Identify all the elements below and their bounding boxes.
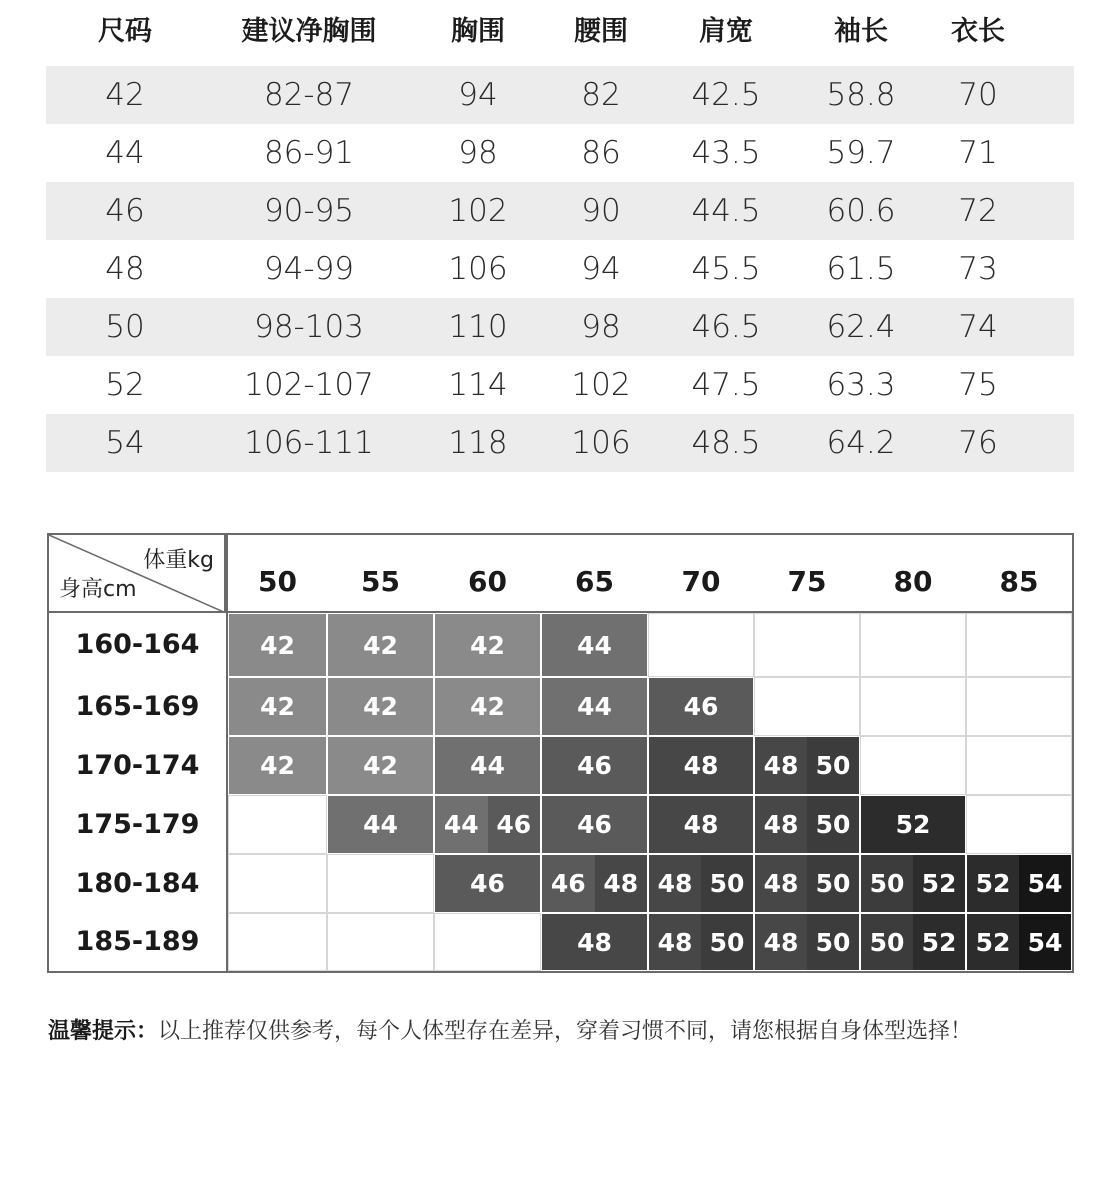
spec-cell-waist: 98: [581, 309, 621, 345]
spec-header-shoulder: 肩宽: [699, 15, 753, 47]
spec-row: [46, 356, 1074, 414]
recommend-cell: [327, 613, 434, 677]
recommend-cell: [966, 854, 1072, 913]
spec-header-net-chest: 建议净胸围: [241, 15, 377, 47]
recommended-size: 50: [807, 796, 859, 853]
recommend-cell: [754, 854, 860, 913]
spec-cell-waist: 94: [581, 251, 621, 287]
recommended-size: 44: [328, 796, 433, 853]
recommend-cell: [754, 913, 860, 971]
recommended-size: 54: [1019, 855, 1071, 912]
recommended-size: 48: [755, 737, 807, 794]
spec-cell-chest: 118: [448, 425, 508, 461]
empty-cell: [966, 613, 1072, 677]
recommend-cell: [327, 677, 434, 736]
spec-cell-size: 42: [105, 77, 145, 113]
recommend-cell: [434, 795, 541, 854]
recommended-size: 50: [807, 737, 859, 794]
spec-cell-size: 54: [105, 425, 145, 461]
spec-cell-net-chest: 94-99: [263, 251, 355, 287]
empty-cell: [327, 854, 434, 913]
spec-cell-length: 73: [958, 251, 998, 287]
recommended-size: 46: [435, 855, 540, 912]
tip-text: 以上推荐仅供参考，每个人体型存在差异，穿着习惯不同，请您根据自身体型选择！: [158, 1019, 973, 1044]
recommended-size: 50: [807, 855, 859, 912]
spec-cell-chest: 102: [448, 193, 508, 229]
spec-cell-sleeve: 63.3: [826, 367, 896, 403]
spec-cell-size: 52: [105, 367, 145, 403]
recommended-size: 44: [542, 678, 647, 735]
recommended-size: 42: [229, 737, 326, 794]
empty-cell: [860, 613, 966, 677]
recommended-size: 48: [755, 855, 807, 912]
spec-cell-sleeve: 60.6: [826, 193, 896, 229]
spec-cell-net-chest: 98-103: [254, 309, 364, 345]
spec-cell-sleeve: 59.7: [826, 135, 896, 171]
recommended-size: 46: [542, 855, 595, 912]
spec-row: [46, 124, 1074, 182]
recommended-size: 46: [542, 796, 647, 853]
spec-header-sleeve: 袖长: [834, 15, 888, 47]
spec-cell-chest: 94: [458, 77, 498, 113]
spec-cell-size: 44: [105, 135, 145, 171]
recommended-size: 46: [649, 678, 753, 735]
recommend-cell: [434, 677, 541, 736]
empty-cell: [434, 913, 541, 971]
spec-cell-waist: 106: [571, 425, 631, 461]
weight-header: 55: [361, 565, 400, 598]
recommended-size: 42: [435, 614, 540, 676]
empty-cell: [966, 677, 1072, 736]
recommend-cell: [327, 736, 434, 795]
spec-cell-length: 75: [958, 367, 998, 403]
spec-cell-waist: 102: [571, 367, 631, 403]
empty-cell: [648, 613, 754, 677]
spec-cell-sleeve: 58.8: [826, 77, 896, 113]
spec-cell-sleeve: 62.4: [826, 309, 896, 345]
height-header: 180-184: [75, 868, 200, 899]
empty-cell: [966, 795, 1072, 854]
recommended-size: 54: [1019, 914, 1071, 970]
spec-cell-chest: 114: [448, 367, 508, 403]
recommended-size: 52: [967, 914, 1019, 970]
spec-cell-net-chest: 86-91: [263, 135, 355, 171]
recommended-size: 48: [755, 914, 807, 970]
recommend-cell: [754, 736, 860, 795]
recommended-size: 48: [649, 737, 753, 794]
recommend-cell: [648, 677, 754, 736]
recommend-cell: [541, 795, 648, 854]
spec-cell-length: 76: [958, 425, 998, 461]
recommend-cell: [860, 795, 966, 854]
recommend-cell: [327, 795, 434, 854]
height-header: 185-189: [75, 926, 200, 957]
spec-row: [46, 182, 1074, 240]
spec-cell-chest: 98: [458, 135, 498, 171]
recommended-size: 52: [967, 855, 1019, 912]
spec-cell-net-chest: 82-87: [263, 77, 355, 113]
recommended-size: 42: [229, 614, 326, 676]
recommended-size: 46: [542, 737, 647, 794]
recommended-size: 42: [435, 678, 540, 735]
spec-row: [46, 298, 1074, 356]
grid-corner: [49, 535, 226, 613]
spec-row: [46, 414, 1074, 472]
spec-cell-shoulder: 46.5: [691, 309, 761, 345]
recommend-cell: [648, 854, 754, 913]
spec-header-chest: 胸围: [451, 15, 505, 47]
recommend-cell: [541, 613, 648, 677]
spec-cell-sleeve: 61.5: [826, 251, 896, 287]
recommended-size: 50: [861, 914, 913, 970]
weight-header: 50: [258, 565, 297, 598]
recommended-size: 42: [229, 678, 326, 735]
spec-cell-length: 74: [958, 309, 998, 345]
recommend-cell: [860, 854, 966, 913]
recommended-size: 48: [649, 914, 701, 970]
spec-cell-shoulder: 48.5: [691, 425, 761, 461]
spec-header-size: 尺码: [98, 15, 152, 47]
spec-header-row: [46, 0, 1074, 66]
empty-cell: [327, 913, 434, 971]
recommend-cell: [966, 913, 1072, 971]
corner-height-label: 身高cm: [59, 577, 137, 602]
empty-cell: [860, 736, 966, 795]
recommend-cell: [541, 736, 648, 795]
recommended-size: 52: [861, 796, 965, 853]
spec-cell-size: 48: [105, 251, 145, 287]
height-header: 175-179: [75, 809, 200, 840]
spec-cell-chest: 106: [448, 251, 508, 287]
spec-cell-net-chest: 90-95: [263, 193, 355, 229]
recommended-size: 44: [435, 737, 540, 794]
recommended-size: 50: [701, 914, 753, 970]
spec-cell-size: 50: [105, 309, 145, 345]
recommend-cell: [860, 913, 966, 971]
tip-note: [48, 1014, 972, 1045]
recommended-size: 42: [328, 678, 433, 735]
tip-label: 温馨提示：: [48, 1019, 159, 1044]
height-header: 160-164: [75, 629, 200, 660]
recommended-size: 46: [488, 796, 541, 853]
recommend-cell: [541, 913, 648, 971]
recommended-size: 42: [328, 737, 433, 794]
recommended-size: 44: [542, 614, 647, 676]
recommended-size: 42: [328, 614, 433, 676]
height-header: 165-169: [75, 691, 200, 722]
spec-cell-length: 70: [958, 77, 998, 113]
spec-cell-shoulder: 47.5: [691, 367, 761, 403]
spec-cell-chest: 110: [448, 309, 508, 345]
empty-cell: [754, 613, 860, 677]
spec-cell-length: 71: [958, 135, 998, 171]
spec-cell-net-chest: 106-111: [244, 425, 374, 461]
recommended-size: 44: [435, 796, 488, 853]
recommended-size: 48: [755, 796, 807, 853]
recommended-size: 48: [542, 914, 647, 970]
spec-header-length: 衣长: [951, 15, 1005, 47]
recommended-size: 52: [913, 914, 965, 970]
recommend-cell: [434, 854, 541, 913]
recommended-size: 50: [807, 914, 859, 970]
empty-cell: [966, 736, 1072, 795]
spec-row: [46, 240, 1074, 298]
recommend-cell: [228, 613, 327, 677]
spec-cell-length: 72: [958, 193, 998, 229]
spec-row: [46, 66, 1074, 124]
recommend-cell: [434, 736, 541, 795]
spec-cell-net-chest: 102-107: [244, 367, 374, 403]
weight-header: 60: [468, 565, 507, 598]
height-header: 170-174: [75, 750, 200, 781]
empty-cell: [228, 854, 327, 913]
spec-cell-shoulder: 43.5: [691, 135, 761, 171]
recommended-size: 52: [913, 855, 965, 912]
recommend-cell: [228, 736, 327, 795]
empty-cell: [754, 677, 860, 736]
empty-cell: [228, 913, 327, 971]
spec-cell-shoulder: 44.5: [691, 193, 761, 229]
weight-header: 70: [681, 565, 721, 598]
recommended-size: 48: [649, 855, 701, 912]
recommend-cell: [648, 795, 754, 854]
empty-cell: [228, 795, 327, 854]
weight-header: 85: [999, 565, 1039, 598]
recommended-size: 50: [861, 855, 913, 912]
recommended-size: 50: [701, 855, 753, 912]
recommend-cell: [541, 677, 648, 736]
size-spec-table: [46, 0, 1074, 472]
recommend-cell: [434, 613, 541, 677]
weight-header: 65: [575, 565, 614, 598]
spec-cell-waist: 82: [581, 77, 621, 113]
weight-header: 75: [787, 565, 827, 598]
spec-cell-shoulder: 45.5: [691, 251, 761, 287]
recommend-cell: [541, 854, 648, 913]
spec-cell-waist: 90: [581, 193, 621, 229]
recommended-size: 48: [649, 796, 753, 853]
weight-header: 80: [893, 565, 933, 598]
recommend-cell: [648, 736, 754, 795]
recommend-cell: [754, 795, 860, 854]
corner-weight-label: 体重kg: [143, 548, 214, 573]
spec-cell-waist: 86: [581, 135, 621, 171]
recommend-cell: [228, 677, 327, 736]
size-recommendation-grid: [47, 533, 1074, 973]
recommended-size: 48: [595, 855, 648, 912]
spec-cell-size: 46: [105, 193, 145, 229]
recommend-cell: [648, 913, 754, 971]
empty-cell: [860, 677, 966, 736]
spec-cell-shoulder: 42.5: [691, 77, 761, 113]
spec-cell-sleeve: 64.2: [826, 425, 896, 461]
spec-header-waist: 腰围: [574, 15, 628, 47]
